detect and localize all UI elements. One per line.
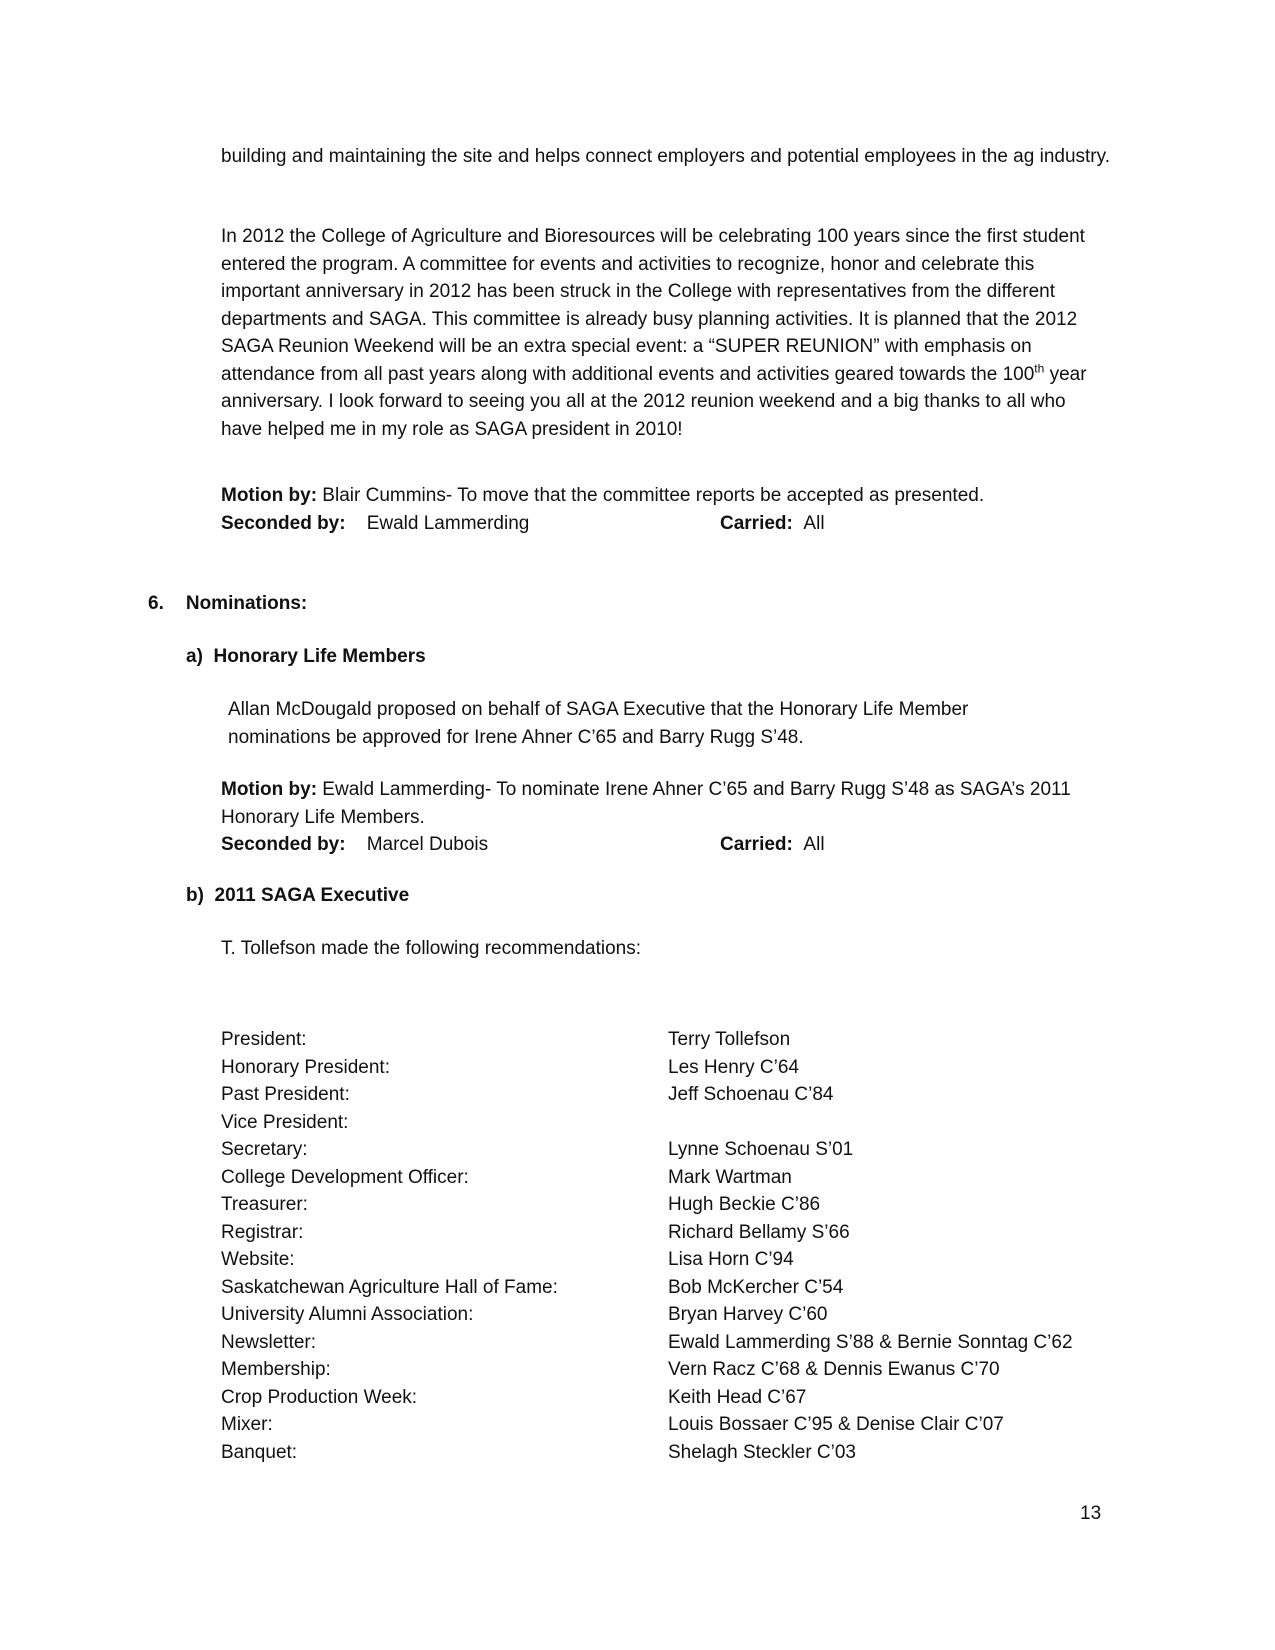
executive-row (221, 1081, 1151, 1109)
role-label: University Alumni Association: (221, 1304, 474, 1325)
seconded-label: Seconded by: (221, 512, 346, 534)
role-label: Mixer: (221, 1414, 273, 1435)
executive-row (221, 1439, 1151, 1467)
role-label: Crop Production Week: (221, 1386, 418, 1408)
role-label: Treasurer: (221, 1194, 308, 1215)
executive-row (221, 1329, 1151, 1357)
member-name: Ewald Lammerding S’88 & Bernie Sonntag C’62 (668, 1331, 1073, 1353)
member-name: Les Henry C’64 (668, 1056, 799, 1078)
motion-label: Motion by: (221, 485, 318, 506)
executive-row (221, 1191, 1151, 1219)
member-name: Hugh Beckie C’86 (668, 1194, 821, 1215)
intro-paragraph-2 (221, 223, 1091, 443)
executive-row (221, 1246, 1151, 1274)
executive-row (221, 1219, 1151, 1247)
role-label: Saskatchewan Agriculture Hall of Fame: (221, 1276, 558, 1298)
seconded-line (221, 510, 1121, 538)
role-label: Registrar: (221, 1221, 304, 1243)
member-name: Louis Bossaer C’95 & Denise Clair C’07 (668, 1414, 1004, 1435)
seconded-name: Ewald Lammerding (366, 512, 530, 534)
member-name: Bryan Harvey C’60 (668, 1304, 828, 1325)
intro-paragraph-1: building and maintaining the site and helps connect employers and potential employees in the ag industry. (221, 146, 1110, 167)
section-heading-nominations (148, 590, 307, 618)
executive-row (221, 1136, 1151, 1164)
honorary-proposal-text: Allan McDougald proposed on behalf of SAGA Executive that the Honorary Life Member nominations be approved for Irene Ahner C’65 and Barry Rugg S’48. (228, 699, 969, 748)
motion-text: Ewald Lammerding- To nominate Irene Ahner C’65 and Barry Rugg S’48 as SAGA’s 2011 Honorary Life Members. (221, 779, 1071, 828)
executive-row (221, 1411, 1151, 1439)
member-name: Richard Bellamy S’66 (668, 1221, 850, 1243)
member-name: Jeff Schoenau C’84 (668, 1084, 834, 1105)
motion-label: Motion by: (221, 779, 318, 800)
executive-row (221, 1384, 1151, 1412)
member-name: Terry Tollefson (668, 1029, 791, 1050)
section-number: 6. (148, 593, 164, 614)
section-title: Nominations: (185, 593, 308, 614)
role-label: Membership: (221, 1359, 331, 1380)
seconded-line (221, 831, 1091, 859)
member-name: Lynne Schoenau S’01 (668, 1139, 854, 1160)
carried-label: Carried: (720, 512, 793, 534)
subsection-heading-honorary (186, 643, 426, 671)
role-label: Website: (221, 1249, 295, 1270)
carried-value: All (803, 512, 825, 534)
role-label: Banquet: (221, 1441, 298, 1463)
member-name: Keith Head C’67 (668, 1386, 807, 1408)
carried-label: Carried: (720, 834, 793, 855)
executive-intro: T. Tollefson made the following recommendations: (221, 938, 641, 959)
member-name: Bob McKercher C’54 (668, 1276, 844, 1298)
executive-row (221, 1026, 1151, 1054)
role-label: Vice President: (221, 1111, 349, 1133)
executive-row (221, 1301, 1151, 1329)
role-label: President: (221, 1029, 307, 1050)
member-name: Vern Racz C’68 & Dennis Ewanus C’70 (668, 1359, 1000, 1380)
member-name: Lisa Horn C’94 (668, 1249, 794, 1270)
role-label: Secretary: (221, 1139, 308, 1160)
role-label: Newsletter: (221, 1331, 317, 1353)
executive-row (221, 1164, 1151, 1192)
subsection-letter: b) (186, 885, 204, 906)
member-name: Shelagh Steckler C’03 (668, 1441, 856, 1463)
seconded-label: Seconded by: (221, 834, 346, 855)
executive-row (221, 1356, 1151, 1384)
executive-row (221, 1109, 1151, 1137)
para2-superscript: th (1034, 361, 1045, 376)
carried-value: All (803, 834, 825, 855)
motion-text: Blair Cummins- To move that the committee reports be accepted as presented. (317, 485, 985, 506)
executive-list (221, 1026, 1151, 1466)
executive-row (221, 1054, 1151, 1082)
subsection-heading-executive (186, 882, 409, 910)
subsection-title: 2011 SAGA Executive (214, 885, 410, 906)
para2-text-start: In 2012 the College of Agriculture and Bioresources will be celebrating 100 years since the first student entered the program. A committee for events and activities to recognize, honor and celebrate this important anniversary in 2012 has been struck in the College with representatives from the different departments and SAGA. This committee is already busy planning activities. It is planned that the 2012 SAGA Reunion Weekend will be an extra special event: a “SUPER REUNION” with emphasis on attendance from all past years along with additional events and activities geared towards the 100 (221, 226, 1085, 385)
role-label: Past President: (221, 1084, 350, 1105)
para2-text-end: year anniversary. I look forward to seeing you all at the 2012 reunion weekend and a big thanks to all who have helped me in my role as SAGA president in 2010! (221, 363, 1087, 440)
motion-reports (221, 482, 1121, 537)
motion-honorary (221, 776, 1091, 859)
role-label: Honorary President: (221, 1056, 390, 1078)
executive-row (221, 1274, 1151, 1302)
member-name: Mark Wartman (668, 1166, 792, 1188)
page-number: 13 (1080, 1503, 1102, 1524)
role-label: College Development Officer: (221, 1166, 469, 1188)
subsection-letter: a) (186, 646, 203, 667)
motion-line (221, 776, 1091, 831)
subsection-title: Honorary Life Members (213, 646, 426, 667)
seconded-name: Marcel Dubois (366, 834, 489, 855)
motion-line (221, 482, 1121, 510)
